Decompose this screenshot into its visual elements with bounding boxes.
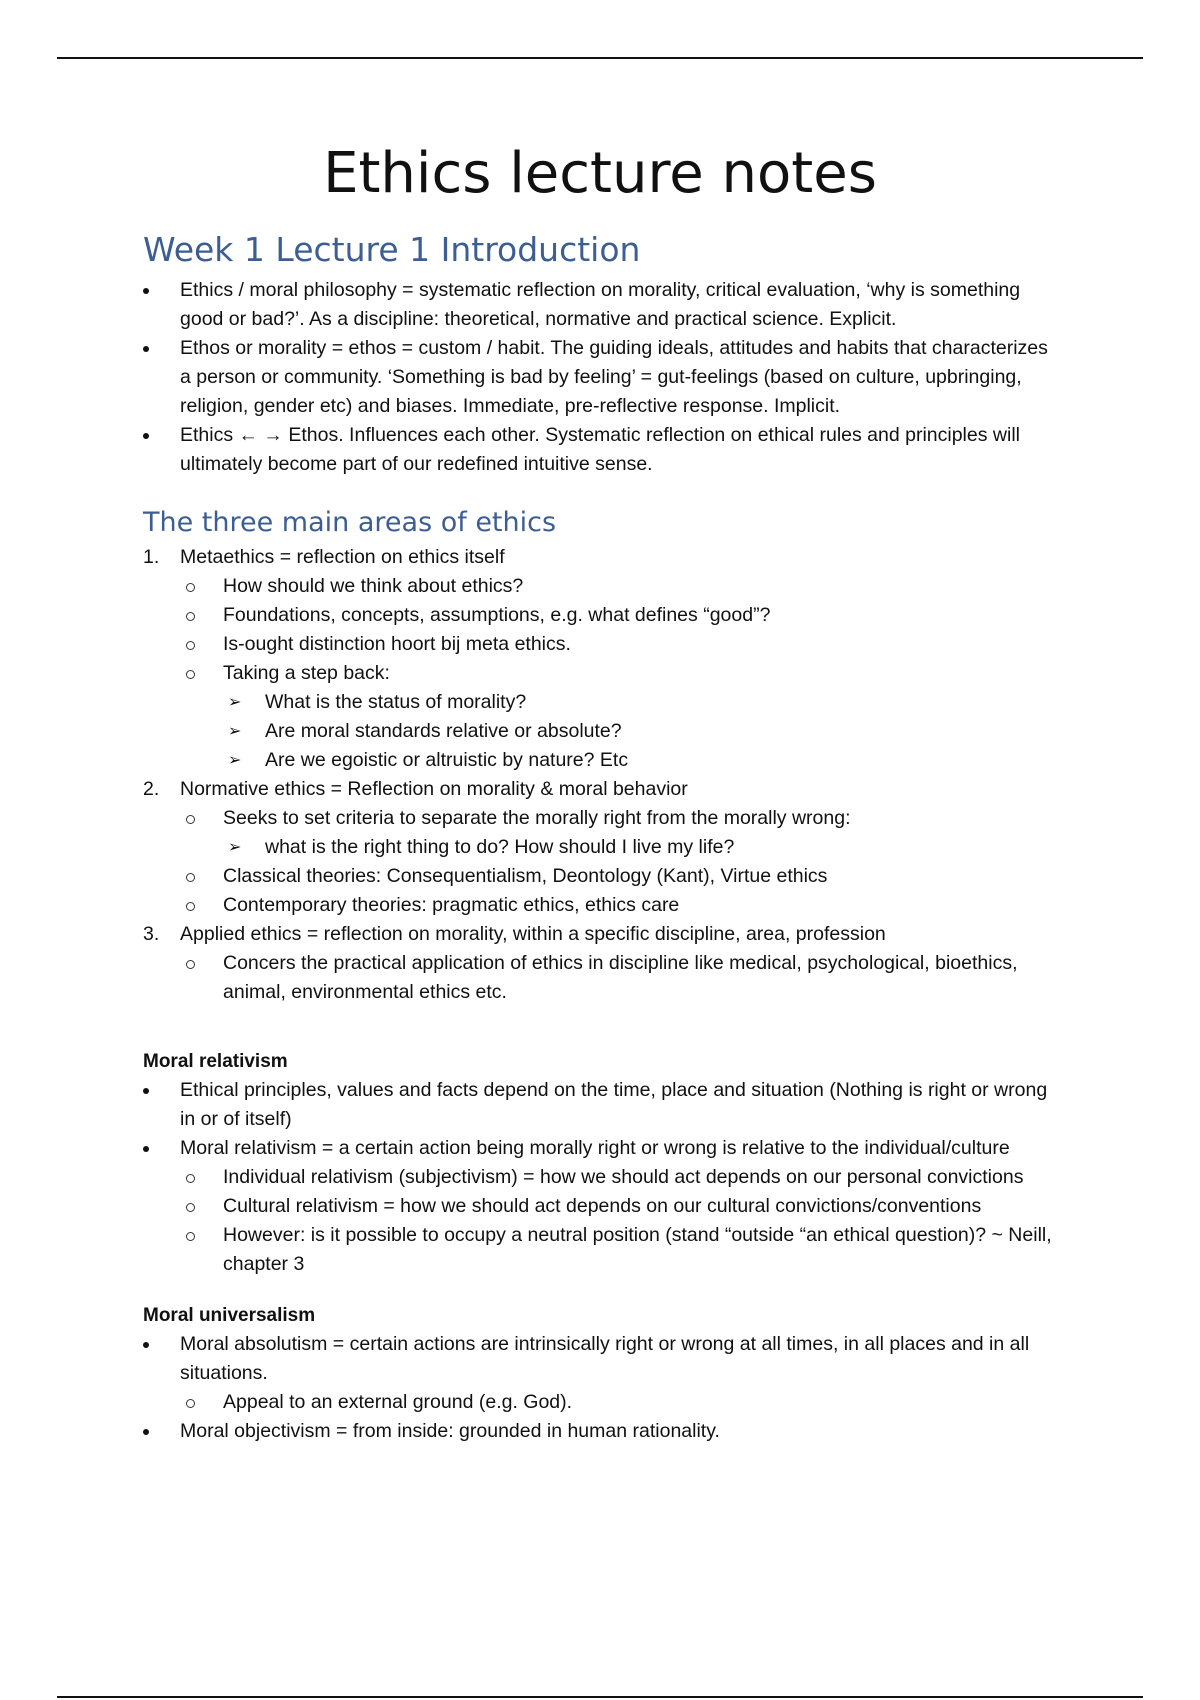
list-item: Seeks to set criteria to separate the morally right from the morally wrong:	[143, 804, 1063, 833]
bullet-icon	[143, 288, 149, 294]
arrow-bullet-icon: ➢	[228, 694, 242, 711]
list-item: Moral objectivism = from inside: grounded in human rationality.	[143, 1417, 1063, 1446]
arrow-bullet-icon: ➢	[228, 723, 242, 740]
list-item: However: is it possible to occupy a neutral position (stand “outside “an ethical question)? ~ Neill, chapter 3	[143, 1221, 1063, 1279]
circle-bullet-icon	[186, 815, 195, 824]
circle-bullet-icon	[186, 960, 195, 969]
list-number: 1.	[143, 546, 160, 568]
intro-bullet-list	[143, 276, 1063, 479]
arrow-bullet-icon: ➢	[228, 752, 242, 769]
areas-numbered-list	[143, 543, 1063, 1007]
bullet-icon	[143, 1429, 149, 1435]
bullet-icon	[143, 1342, 149, 1348]
circle-bullet-icon	[186, 1399, 195, 1408]
list-item: 2. Normative ethics = Reflection on morality & moral behavior	[143, 775, 1063, 804]
list-number: 3.	[143, 923, 160, 945]
arrow-bullet-icon: ➢	[228, 839, 242, 856]
list-item: Moral absolutism = certain actions are intrinsically right or wrong at all times, in all places and in all situations.	[143, 1330, 1063, 1388]
list-item: ➢ Are we egoistic or altruistic by nature? Etc	[143, 746, 1063, 775]
bullet-icon	[143, 433, 149, 439]
circle-bullet-icon	[186, 902, 195, 911]
bullet-icon	[143, 346, 149, 352]
circle-bullet-icon	[186, 1174, 195, 1183]
list-item: Classical theories: Consequentialism, Deontology (Kant), Virtue ethics	[143, 862, 1063, 891]
footer-rule	[57, 1696, 1143, 1698]
document-title: Ethics lecture notes	[323, 141, 877, 206]
list-item: Ethos or morality = ethos = custom / habit. The guiding ideals, attitudes and habits that characterizes a person or community. ‘Something is bad by feeling’ = gut-feelings (based on culture, upbringing, religion, gender etc) and biases. Immediate, pre-reflective response. Implicit.	[143, 334, 1063, 421]
list-item: 3. Applied ethics = reflection on morality, within a specific discipline, area, profession	[143, 920, 1063, 949]
list-item: ➢ What is the status of morality?	[143, 688, 1063, 717]
section-heading-universalism: Moral universalism	[143, 1305, 316, 1326]
circle-bullet-icon	[186, 612, 195, 621]
list-item: Is-ought distinction hoort bij meta ethics.	[143, 630, 1063, 659]
list-item: Ethics ← → Ethos. Influences each other. Systematic reflection on ethical rules and principles will ultimately become part of our redefined intuitive sense.	[143, 421, 1063, 479]
list-item: Ethics / moral philosophy = systematic reflection on morality, critical evaluation, ‘why is something good or bad?’. As a discipline: theoretical, normative and practical science. Explicit.	[143, 276, 1063, 334]
circle-bullet-icon	[186, 583, 195, 592]
bullet-icon	[143, 1088, 149, 1094]
circle-bullet-icon	[186, 873, 195, 882]
list-item: Cultural relativism = how we should act depends on our cultural convictions/conventions	[143, 1192, 1063, 1221]
list-item: Appeal to an external ground (e.g. God).	[143, 1388, 1063, 1417]
relativism-list	[143, 1076, 1063, 1279]
list-item: How should we think about ethics?	[143, 572, 1063, 601]
list-item: Concers the practical application of ethics in discipline like medical, psychological, bioethics, animal, environmental ethics etc.	[143, 949, 1063, 1007]
list-item: Individual relativism (subjectivism) = how we should act depends on our personal convictions	[143, 1163, 1063, 1192]
list-item: 1. Metaethics = reflection on ethics itself	[143, 543, 1063, 572]
circle-bullet-icon	[186, 1203, 195, 1212]
circle-bullet-icon	[186, 641, 195, 650]
section-heading-week1: Week 1 Lecture 1 Introduction	[143, 230, 641, 269]
list-item: ➢ what is the right thing to do? How should I live my life?	[143, 833, 1063, 862]
list-item: Contemporary theories: pragmatic ethics, ethics care	[143, 891, 1063, 920]
section-heading-relativism: Moral relativism	[143, 1051, 288, 1072]
list-item: Moral relativism = a certain action being morally right or wrong is relative to the individual/culture	[143, 1134, 1063, 1163]
header-rule	[57, 57, 1143, 59]
list-item: Ethical principles, values and facts depend on the time, place and situation (Nothing is right or wrong in or of itself)	[143, 1076, 1063, 1134]
circle-bullet-icon	[186, 670, 195, 679]
section-heading-areas: The three main areas of ethics	[143, 507, 557, 538]
list-item: Foundations, concepts, assumptions, e.g. what defines “good”?	[143, 601, 1063, 630]
universalism-list	[143, 1330, 1063, 1446]
list-item: ➢ Are moral standards relative or absolute?	[143, 717, 1063, 746]
circle-bullet-icon	[186, 1232, 195, 1241]
list-number: 2.	[143, 778, 160, 800]
document-body	[143, 228, 1063, 1446]
bullet-icon	[143, 1146, 149, 1152]
list-item: Taking a step back:	[143, 659, 1063, 688]
